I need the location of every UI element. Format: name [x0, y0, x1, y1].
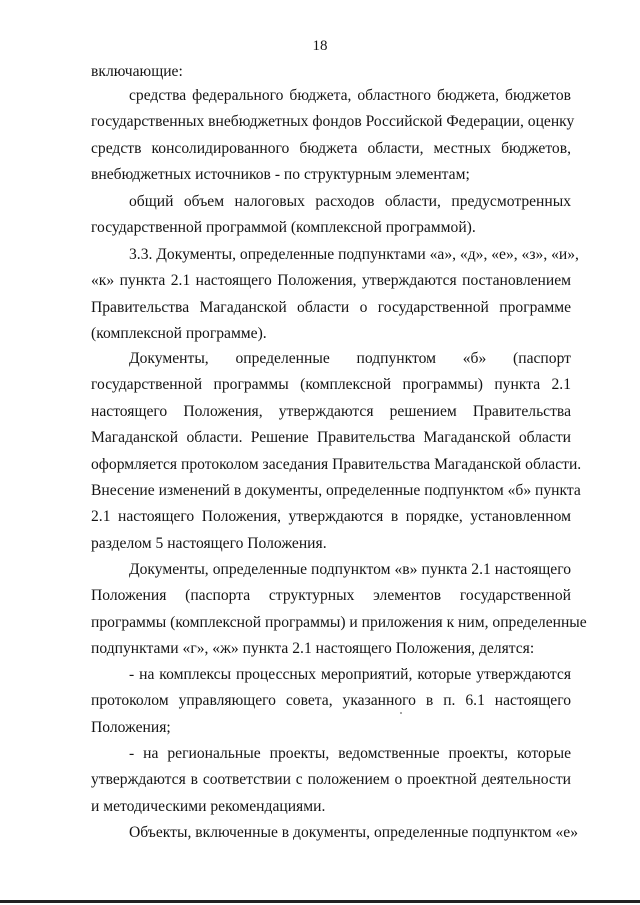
- text-line: Положения (паспорта структурных элементов государственной: [91, 587, 571, 605]
- scan-speck: [400, 712, 402, 714]
- text-line: Объекты, включенные в документы, определенные подпунктом «е»: [129, 824, 579, 841]
- text-line: Положения;: [91, 718, 171, 736]
- text-line: Документы, определенные подпунктом «в» пункта 2.1 настоящего: [129, 561, 571, 578]
- text-line: утверждаются в соответствии с положением о проектной деятельности: [91, 771, 571, 789]
- text-line: - на комплексы процессных мероприятий, которые утверждаются: [129, 666, 571, 683]
- text-line: включающие:: [91, 63, 183, 80]
- text-line: Внесение изменений в документы, определенные подпунктом «б» пункта: [91, 482, 581, 500]
- text-line: государственной программой (комплексной программой).: [91, 219, 476, 237]
- text-line: Магаданской области. Решение Правительства Магаданской области: [91, 429, 571, 447]
- text-line: программы (комплексной программы) и приложения к ним, определенные: [91, 613, 587, 631]
- text-line: государственных внебюджетных фондов Российской Федерации, оценку: [91, 113, 575, 131]
- text-line: Правительства Магаданской области о государственной программе: [91, 298, 571, 316]
- text-line: оформляется протоколом заседания Правительства Магаданской области.: [91, 455, 582, 473]
- text-line: подпунктами «г», «ж» пункта 2.1 настоящего Положения, делятся:: [91, 640, 535, 658]
- text-line: «к» пункта 2.1 настоящего Положения, утверждаются постановлением: [91, 272, 571, 290]
- text-line: и методическими рекомендациями.: [91, 797, 326, 815]
- text-line: 3.3. Документы, определенные подпунктами «а», «д», «е», «з», «и»,: [129, 246, 579, 263]
- paragraph-budget-sources: [91, 83, 575, 189]
- text-line: разделом 5 настоящего Положения.: [91, 534, 327, 552]
- text-line: государственной программы (комплексной программы) пункта 2.1: [91, 376, 571, 394]
- paragraph-regional-projects: [91, 741, 571, 820]
- paragraph-objects: [91, 820, 579, 846]
- text-line: 2.1 настоящего Положения, утверждаются в порядке, установленном: [91, 508, 571, 526]
- text-line: средства федерального бюджета, областного бюджета, бюджетов: [129, 87, 571, 104]
- paragraph-passport-v: [91, 557, 587, 663]
- paragraph-section-3-3: [91, 242, 579, 348]
- scan-bottom-edge: [0, 900, 640, 903]
- text-line: протоколом управляющего совета, указанного в п. 6.1 настоящего: [91, 692, 571, 710]
- paragraph-tax-expenses: [91, 189, 571, 242]
- page-number: 18: [312, 38, 328, 54]
- text-line: общий объем налоговых расходов области, предусмотренных: [129, 193, 571, 210]
- paragraph-passport-b: [91, 346, 582, 557]
- text-line: - на региональные проекты, ведомственные проекты, которые: [129, 745, 571, 762]
- text-line: внебюджетных источников - по структурным элементам;: [91, 166, 470, 184]
- paragraph-intro: [91, 59, 571, 85]
- text-line: Документы, определенные подпунктом «б» (паспорт: [129, 350, 571, 367]
- text-line: (комплексной программе).: [91, 325, 267, 343]
- text-line: настоящего Положения, утверждаются решением Правительства: [91, 402, 571, 420]
- paragraph-process-measures: [91, 662, 571, 741]
- text-line: средств консолидированного бюджета области, местных бюджетов,: [91, 139, 571, 157]
